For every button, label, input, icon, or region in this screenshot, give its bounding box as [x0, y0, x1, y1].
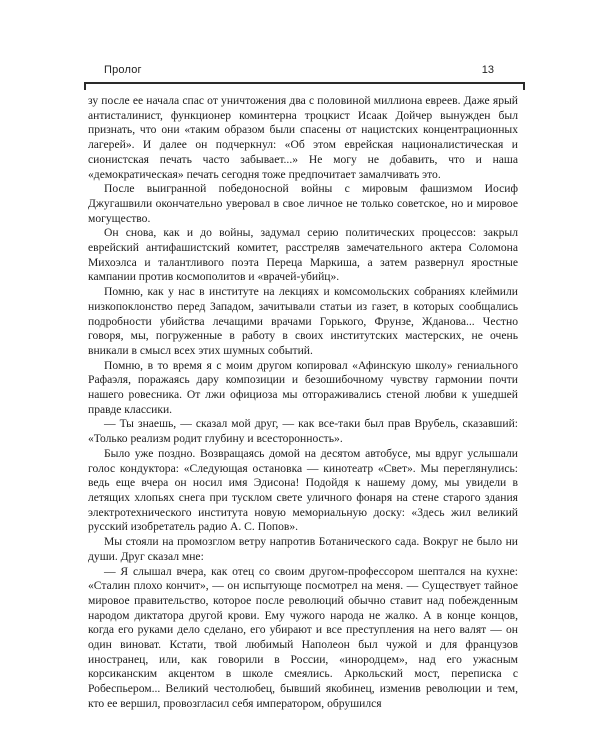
page-number: 13 [481, 64, 494, 76]
running-header [84, 62, 524, 78]
header-rule-left-tick [84, 82, 86, 90]
paragraph: Мы стояли на промозглом ветру напротив Ботанического сада. Вокруг не было ни души. Друг сказал мне: [88, 535, 518, 563]
paragraph: — Ты знаешь, — сказал мой друг, — как все-таки был прав Врубель, сказавший: «Только реализм родит глубину и всесторонность». [88, 417, 518, 446]
paragraph: Было уже поздно. Возвращаясь домой на десятом автобусе, мы вдруг услышали голос кондуктора: «Следующая остановка — кинотеатр «Свет». Мы переглянулись: ведь еще вчера он носил имя Эдисона! Подойдя к нашему дому, мы увидели в летящих хлопьях снега при тусклом свете уличного фонаря на стене старого здания электротехнического института новую мемориальную доску: «Здесь жил великий русский изобретатель радио А. С. Попов». [88, 446, 518, 534]
header-rule [84, 82, 525, 84]
section-title: Пролог [104, 64, 142, 76]
paragraph: После выигранной победоносной войны с мировым фашизмом Иосиф Джугашвили окончательно уверовал в свое личное не только советское, но и мировое могущество. [88, 182, 518, 225]
paragraph: — Я слышал вчера, как отец со своим другом-профессором шептался на кухне: «Сталин плохо кончит», — он испытующе посмотрел на меня. — Существует тайное мировое правительство, которое после революций обычно ставит над побежденным народом диктатора другой крови. Ему чужого народа не жалко. А в конце концов, когда его руками дело сделано, его убирают и все преступления на него валят — он один виноват. Кстати, твой любимый Наполеон был чужой и для французов иностранец, или, как говорили в России, «инородцем», над его ужасным корсиканским акцентом в школе смеялись. Аркольский мост, переписка с Робеспьером... Великий честолюбец, бывший якобинец, изменив революции и тем, кто ее вершил, провозгласил себя императором, обрушился [88, 564, 518, 710]
body-text [88, 94, 518, 712]
paragraph: Помню, в то время я с моим другом копировал «Афинскую школу» гениального Рафаэля, поражаясь дару композиции и безошибочному чувству гармонии почти нашего ровесника. От лжи официоза мы отгораживались стеной любви к ушедшей правде классики. [88, 358, 518, 416]
paragraph: Помню, как у нас в институте на лекциях и комсомольских собраниях клеймили низкопоклонство перед Западом, зачитывали статьи из газет, в которых сообщались подробности убийства лечащими врачами Горького, Фрунзе, Жданова... Честно говоря, мы, погруженные в работу в своих институтских мастерских, не очень вникали в смысл всех этих шумных событий. [88, 285, 518, 357]
paragraph: зу после ее начала спас от уничтожения два с половиной миллиона евреев. Даже ярый антисталинист, функционер коминтерна троцкист Исаак Дойчер вынужден был признать, что они «таким образом были спасены от нацистских концентрационных лагерей». И далее он подчеркнул: «Об этом еврейская националистическая и сионистская печать часто забывает...» Не могу не добавить, что и наша «демократическая» печать сегодня тоже предпочитает замалчивать это. [88, 94, 518, 181]
header-rule-right-tick [523, 82, 525, 90]
paragraph: Он снова, как и до войны, задумал серию политических процессов: закрыл еврейский антифашистский комитет, расстреляв замечательного актера Соломона Михоэлса и талантливого поэта Переца Маркиша, а затем развернул яростные кампании против космополитов и «врачей-убийц». [88, 226, 518, 284]
